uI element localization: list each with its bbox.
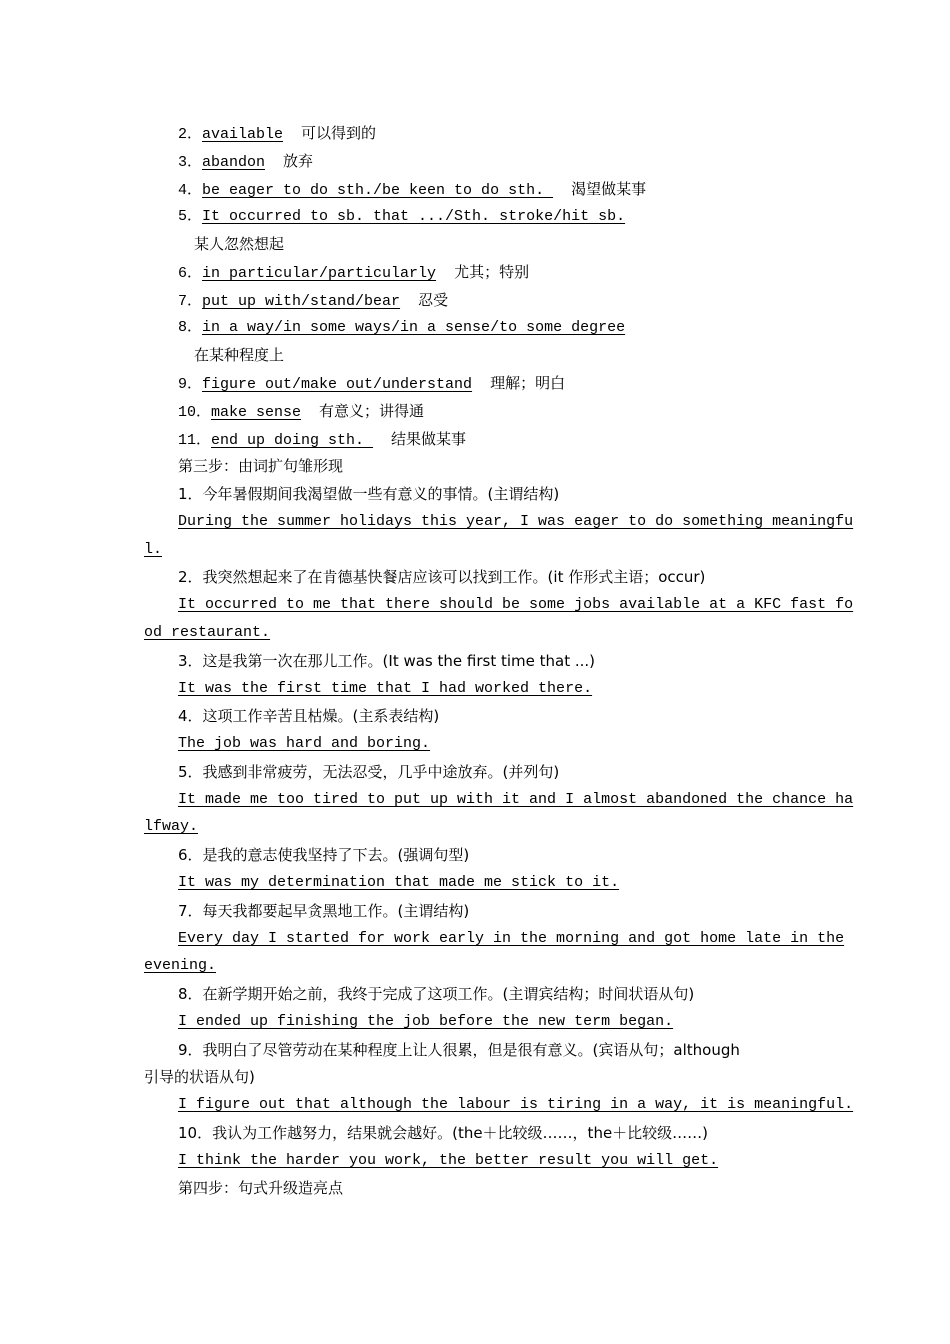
phrase-chinese-wrapped <box>144 234 856 256</box>
phrase-chinese: 忍受 <box>418 291 449 309</box>
phrase-chinese: 放弃 <box>283 152 314 170</box>
item-number: 2． <box>178 126 203 143</box>
item-number: 9． <box>178 376 203 393</box>
sentence-prompt: 5．我感到非常疲劳，无法忍受，几乎中途放弃。(并列句) <box>178 763 560 781</box>
phrase-english: available <box>202 126 284 143</box>
sentence-answer-wrap: od restaurant. <box>144 624 271 641</box>
sentence-prompt: 10．我认为工作越努力，结果就会越好。(the＋比较级……，the＋比较级……) <box>178 1124 709 1142</box>
sentence-prompt: 7．每天我都要起早贪黑地工作。(主谓结构) <box>178 902 470 920</box>
sentence-answer: The job was hard and boring. <box>178 735 431 752</box>
sentence-answer: I think the harder you work, the better result you will get. <box>178 1152 719 1169</box>
sentence-answer: During the summer holidays this year, I was eager to do something meaningfu <box>178 513 854 530</box>
phrase-english: in particular/particularly <box>202 265 437 282</box>
phrase-chinese: 可以得到的 <box>301 124 377 142</box>
sentence-prompt: 3．这是我第一次在那儿工作。(It was the first time that ...) <box>178 652 596 670</box>
phrase-item <box>144 179 840 201</box>
sentence-answer: I figure out that although the labour is tiring in a way, it is meaningful. <box>178 1096 854 1113</box>
sentence-answer: It occurred to me that there should be some jobs available at a KFC fast fo <box>178 596 854 613</box>
sentence-answer: I ended up finishing the job before the new term began. <box>178 1013 674 1030</box>
sentence-prompt: 1．今年暑假期间我渴望做一些有意义的事情。(主谓结构) <box>178 485 560 503</box>
phrase-chinese-wrapped <box>144 345 856 367</box>
item-number: 7． <box>178 293 203 310</box>
step3-heading: 第三步：由词扩句雏形现 <box>178 457 344 475</box>
phrase-english: be eager to do sth./be keen to do sth. <box>202 182 554 199</box>
item-number: 3． <box>178 154 203 171</box>
item-number: 10． <box>178 404 212 421</box>
phrase-chinese: 尤其；特别 <box>454 263 530 281</box>
phrase-english: put up with/stand/bear <box>202 293 401 310</box>
phrase-chinese: 理解；明白 <box>490 374 566 392</box>
sentence-answer: Every day I started for work early in the morning and got home late in the <box>178 930 845 947</box>
phrase-english: make sense <box>211 404 302 421</box>
phrase-item <box>144 401 840 423</box>
phrase-item <box>144 318 840 338</box>
phrase-item <box>144 207 840 227</box>
sentence-prompt: 8．在新学期开始之前，我终于完成了这项工作。(主谓宾结构；时间状语从句) <box>178 985 695 1003</box>
sentence-prompt-wrap: 引导的状语从句) <box>144 1068 255 1086</box>
item-number: 6． <box>178 265 203 282</box>
phrase-chinese: 结果做某事 <box>391 430 467 448</box>
sentence-prompt: 4．这项工作辛苦且枯燥。(主系表结构) <box>178 707 440 725</box>
phrase-item <box>144 123 840 145</box>
phrase-chinese: 某人忽然想起 <box>194 235 285 253</box>
item-number: 4． <box>178 182 203 199</box>
phrase-chinese: 渴望做某事 <box>571 180 647 198</box>
item-number: 5． <box>178 208 203 225</box>
sentence-answer-wrap: l. <box>144 541 163 558</box>
phrase-english: abandon <box>202 154 266 171</box>
phrase-item <box>144 429 840 451</box>
sentence-answer-wrap: lfway. <box>144 818 199 835</box>
sentence-prompt: 2．我突然想起来了在肯德基快餐店应该可以找到工作。(it 作形式主语；occur) <box>178 568 706 586</box>
sentence-answer: It was the first time that I had worked there. <box>178 680 593 697</box>
step4-heading: 第四步：句式升级造亮点 <box>178 1179 344 1197</box>
phrase-chinese: 有意义；讲得通 <box>319 402 425 420</box>
phrase-english: in a way/in some ways/in a sense/to some degree <box>202 319 626 336</box>
item-number: 8． <box>178 319 203 336</box>
phrase-english: It occurred to sb. that .../Sth. stroke/hit sb. <box>202 208 626 225</box>
phrase-item <box>144 290 840 312</box>
phrase-chinese: 在某种程度上 <box>194 346 285 364</box>
phrase-english: end up doing sth. <box>211 432 374 449</box>
sentence-prompt: 6．是我的意志使我坚持了下去。(强调句型) <box>178 846 470 864</box>
phrase-item <box>144 373 840 395</box>
phrase-item <box>144 151 840 173</box>
phrase-item <box>144 262 840 284</box>
sentence-prompt: 9．我明白了尽管劳动在某种程度上让人很累，但是很有意义。(宾语从句；although <box>178 1041 740 1059</box>
sentence-answer-wrap: evening. <box>144 957 217 974</box>
phrase-english: figure out/make out/understand <box>202 376 473 393</box>
sentence-answer: It made me too tired to put up with it and I almost abandoned the chance ha <box>178 791 854 808</box>
sentence-answer: It was my determination that made me stick to it. <box>178 874 620 891</box>
item-number: 11． <box>178 432 212 449</box>
